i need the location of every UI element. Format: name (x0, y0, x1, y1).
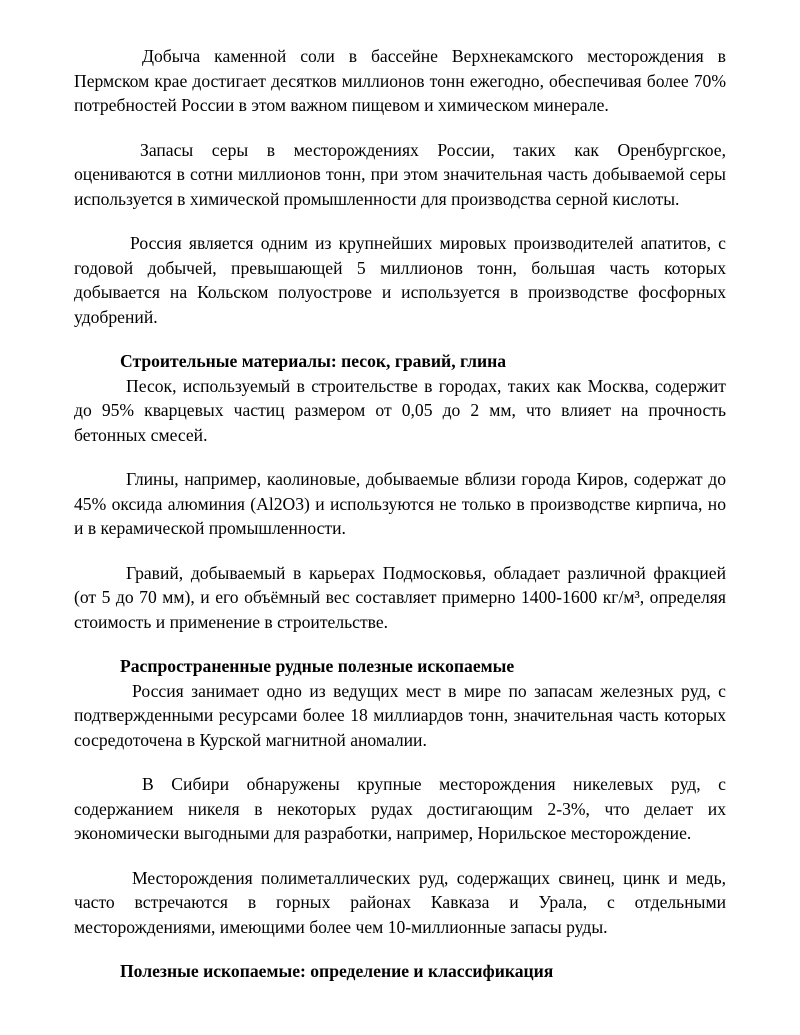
paragraph-gap (74, 211, 726, 231)
paragraph-nickel-ore: В Сибири обнаружены крупные месторождения никелевых руд, с содержанием никеля в некоторых рудах достигающим 2-3%, что делает их экономически выгодными для разработки, например, Норильское месторождение. (74, 774, 726, 843)
section-heading-building-materials: Строительные материалы: песок, гравий, глина (120, 351, 507, 371)
paragraph-gap (74, 118, 726, 138)
paragraph-sulfur: Запасы серы в месторождениях России, таких как Оренбургское, оцениваются в сотни миллионов тонн, при этом значительная часть добываемой серы используется в химической промышленности для производства серной кислоты. (74, 139, 726, 209)
paragraph-gap (74, 329, 726, 349)
paragraph-gap (74, 634, 726, 654)
paragraph-sand: Песок, используемый в строительстве в городах, таких как Москва, содержит до 95% кварцевых частиц размером от 0,05 до 2 мм, что влияет на прочность бетонных смесей. (74, 375, 726, 445)
paragraph-gap (74, 939, 726, 959)
paragraph-gap (74, 541, 726, 561)
paragraph-gap (74, 447, 726, 467)
paragraph-gravel: Гравий, добываемый в карьерах Подмосковья, обладает различной фракцией (от 5 до 70 мм), и его объёмный вес составляет примерно 1400-1600 кг/м³, определяя стоимость и применение в строительстве. (74, 562, 726, 632)
document-page (74, 44, 726, 984)
section-heading-ore-minerals: Распространенные рудные полезные ископаемые (120, 656, 515, 676)
paragraph-iron-ore: Россия занимает одно из ведущих мест в мире по запасам железных руд, с подтвержденными ресурсами более 18 миллиардов тонн, значительная часть которых сосредоточена в Курской магнитной аномалии. (74, 680, 726, 750)
paragraph-polymetallic-ore: Месторождения полиметаллических руд, содержащих свинец, цинк и медь, часто встречаются в горных районах Кавказа и Урала, с отдельными месторождениями, имеющими более чем 10-миллионные запасы руды. (74, 867, 726, 937)
paragraph-clay: Глины, например, каолиновые, добываемые вблизи города Киров, содержат до 45% оксида алюминия (Al2O3) и используются не только в производстве кирпича, но и в керамической промышленности. (74, 469, 726, 538)
paragraph-rock-salt: Добыча каменной соли в бассейне Верхнекамского месторождения в Пермском крае достигает десятков миллионов тонн ежегодно, обеспечивая более 70% потребностей России в этом важном пищевом и химическом минерале. (74, 46, 726, 115)
paragraph-gap (74, 846, 726, 866)
paragraph-gap (74, 752, 726, 772)
paragraph-apatite: Россия является одним из крупнейших мировых производителей апатитов, с годовой добычей, превышающей 5 миллионов тонн, большая часть которых добывается на Кольском полуострове и используется в производстве фосфорных удобрений. (74, 233, 726, 327)
section-heading-minerals-definition: Полезные ископаемые: определение и классификация (120, 961, 554, 981)
